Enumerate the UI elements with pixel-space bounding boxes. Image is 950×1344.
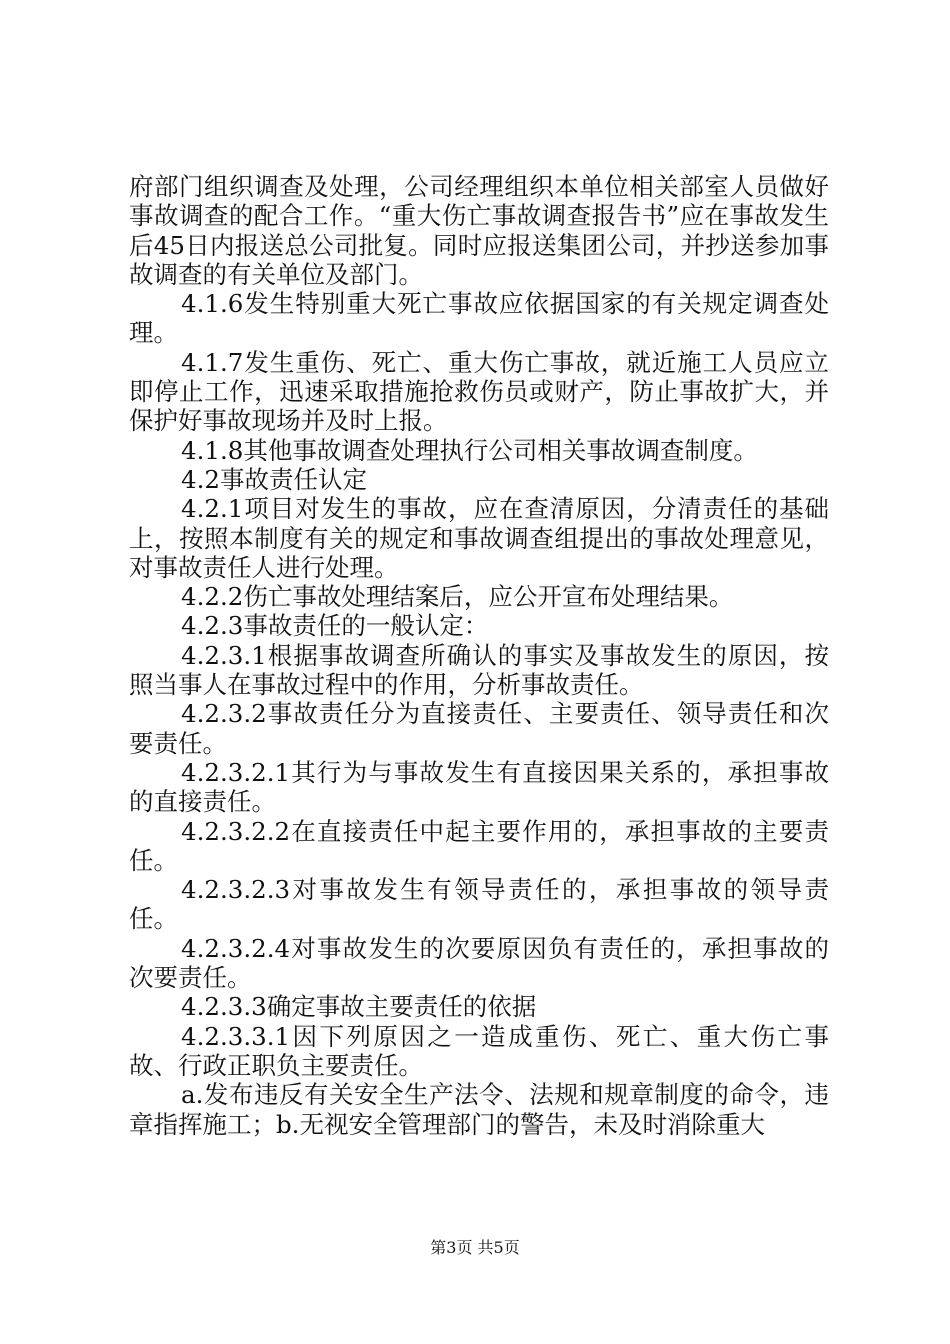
paragraph-4-2-3-3: 4.2.3.3确定事故主要责任的依据	[181, 992, 537, 1022]
paragraph-4-2-3-2-3: 4.2.3.2.3对事故发生有领导责任的，承担事故的领导责任。	[129, 875, 829, 934]
paragraph-4-1-7: 4.1.7发生重伤、死亡、重大伤亡事故，就近施工人员应立即停止工作，迅速采取措施抢救伤员或财产，防止事故扩大，并保护好事故现场并及时上报。	[129, 347, 829, 436]
paragraph-list-a-b: a.发布违反有关安全生产法令、法规和规章制度的命令，违章指挥施工；b.无视安全管理部门的警告，未及时消除重大	[129, 1080, 829, 1139]
paragraph-4-1-6: 4.1.6发生特别重大死亡事故应依据国家的有关规定调查处理。	[129, 289, 829, 348]
paragraph-4-2-3-2-4: 4.2.3.2.4对事故发生的次要原因负有责任的，承担事故的次要责任。	[129, 933, 829, 993]
paragraph-4-2-3-2: 4.2.3.2事故责任分为直接责任、主要责任、领导责任和次要责任。	[129, 699, 829, 758]
paragraph-4-2-2: 4.2.2伤亡事故处理结案后，应公开宣布处理结果。	[181, 582, 734, 612]
paragraph-4-2-3-2-1: 4.2.3.2.1其行为与事故发生有直接因果关系的，承担事故的直接责任。	[129, 757, 829, 817]
paragraph-4-2-3: 4.2.3事故责任的一般认定：	[181, 611, 489, 641]
paragraph-4-1-8: 4.1.8其他事故调查处理执行公司相关事故调查制度。	[181, 435, 758, 465]
page-footer: 第3页 共5页	[430, 1238, 520, 1257]
section-heading-4-2: 4.2事故责任认定	[181, 464, 367, 494]
paragraph-4-2-3-1: 4.2.3.1根据事故调查所确认的事实及事故发生的原因，按照当事人在事故过程中的作用，分析事故责任。	[129, 640, 829, 700]
paragraph-4-2-3-3-1: 4.2.3.3.1因下列原因之一造成重伤、死亡、重大伤亡事故、行政正职负主要责任。	[129, 1021, 829, 1080]
paragraph-continuation: 府部门组织调查及处理，公司经理组织本单位相关部室人员做好事故调查的配合工作。“重大伤亡事故调查报告书”应在事故发生后45日内报送总公司批复。同时应报送集团公司，并抄送参加事故调查的有关单位及部门。	[129, 172, 829, 289]
document-body	[129, 172, 829, 1139]
paragraph-4-2-1: 4.2.1项目对发生的事故，应在查清原因，分清责任的基础上，按照本制度有关的规定和事故调查组提出的事故处理意见，对事故责任人进行处理。	[129, 494, 829, 582]
paragraph-4-2-3-2-2: 4.2.3.2.2在直接责任中起主要作用的，承担事故的主要责任。	[129, 816, 829, 875]
